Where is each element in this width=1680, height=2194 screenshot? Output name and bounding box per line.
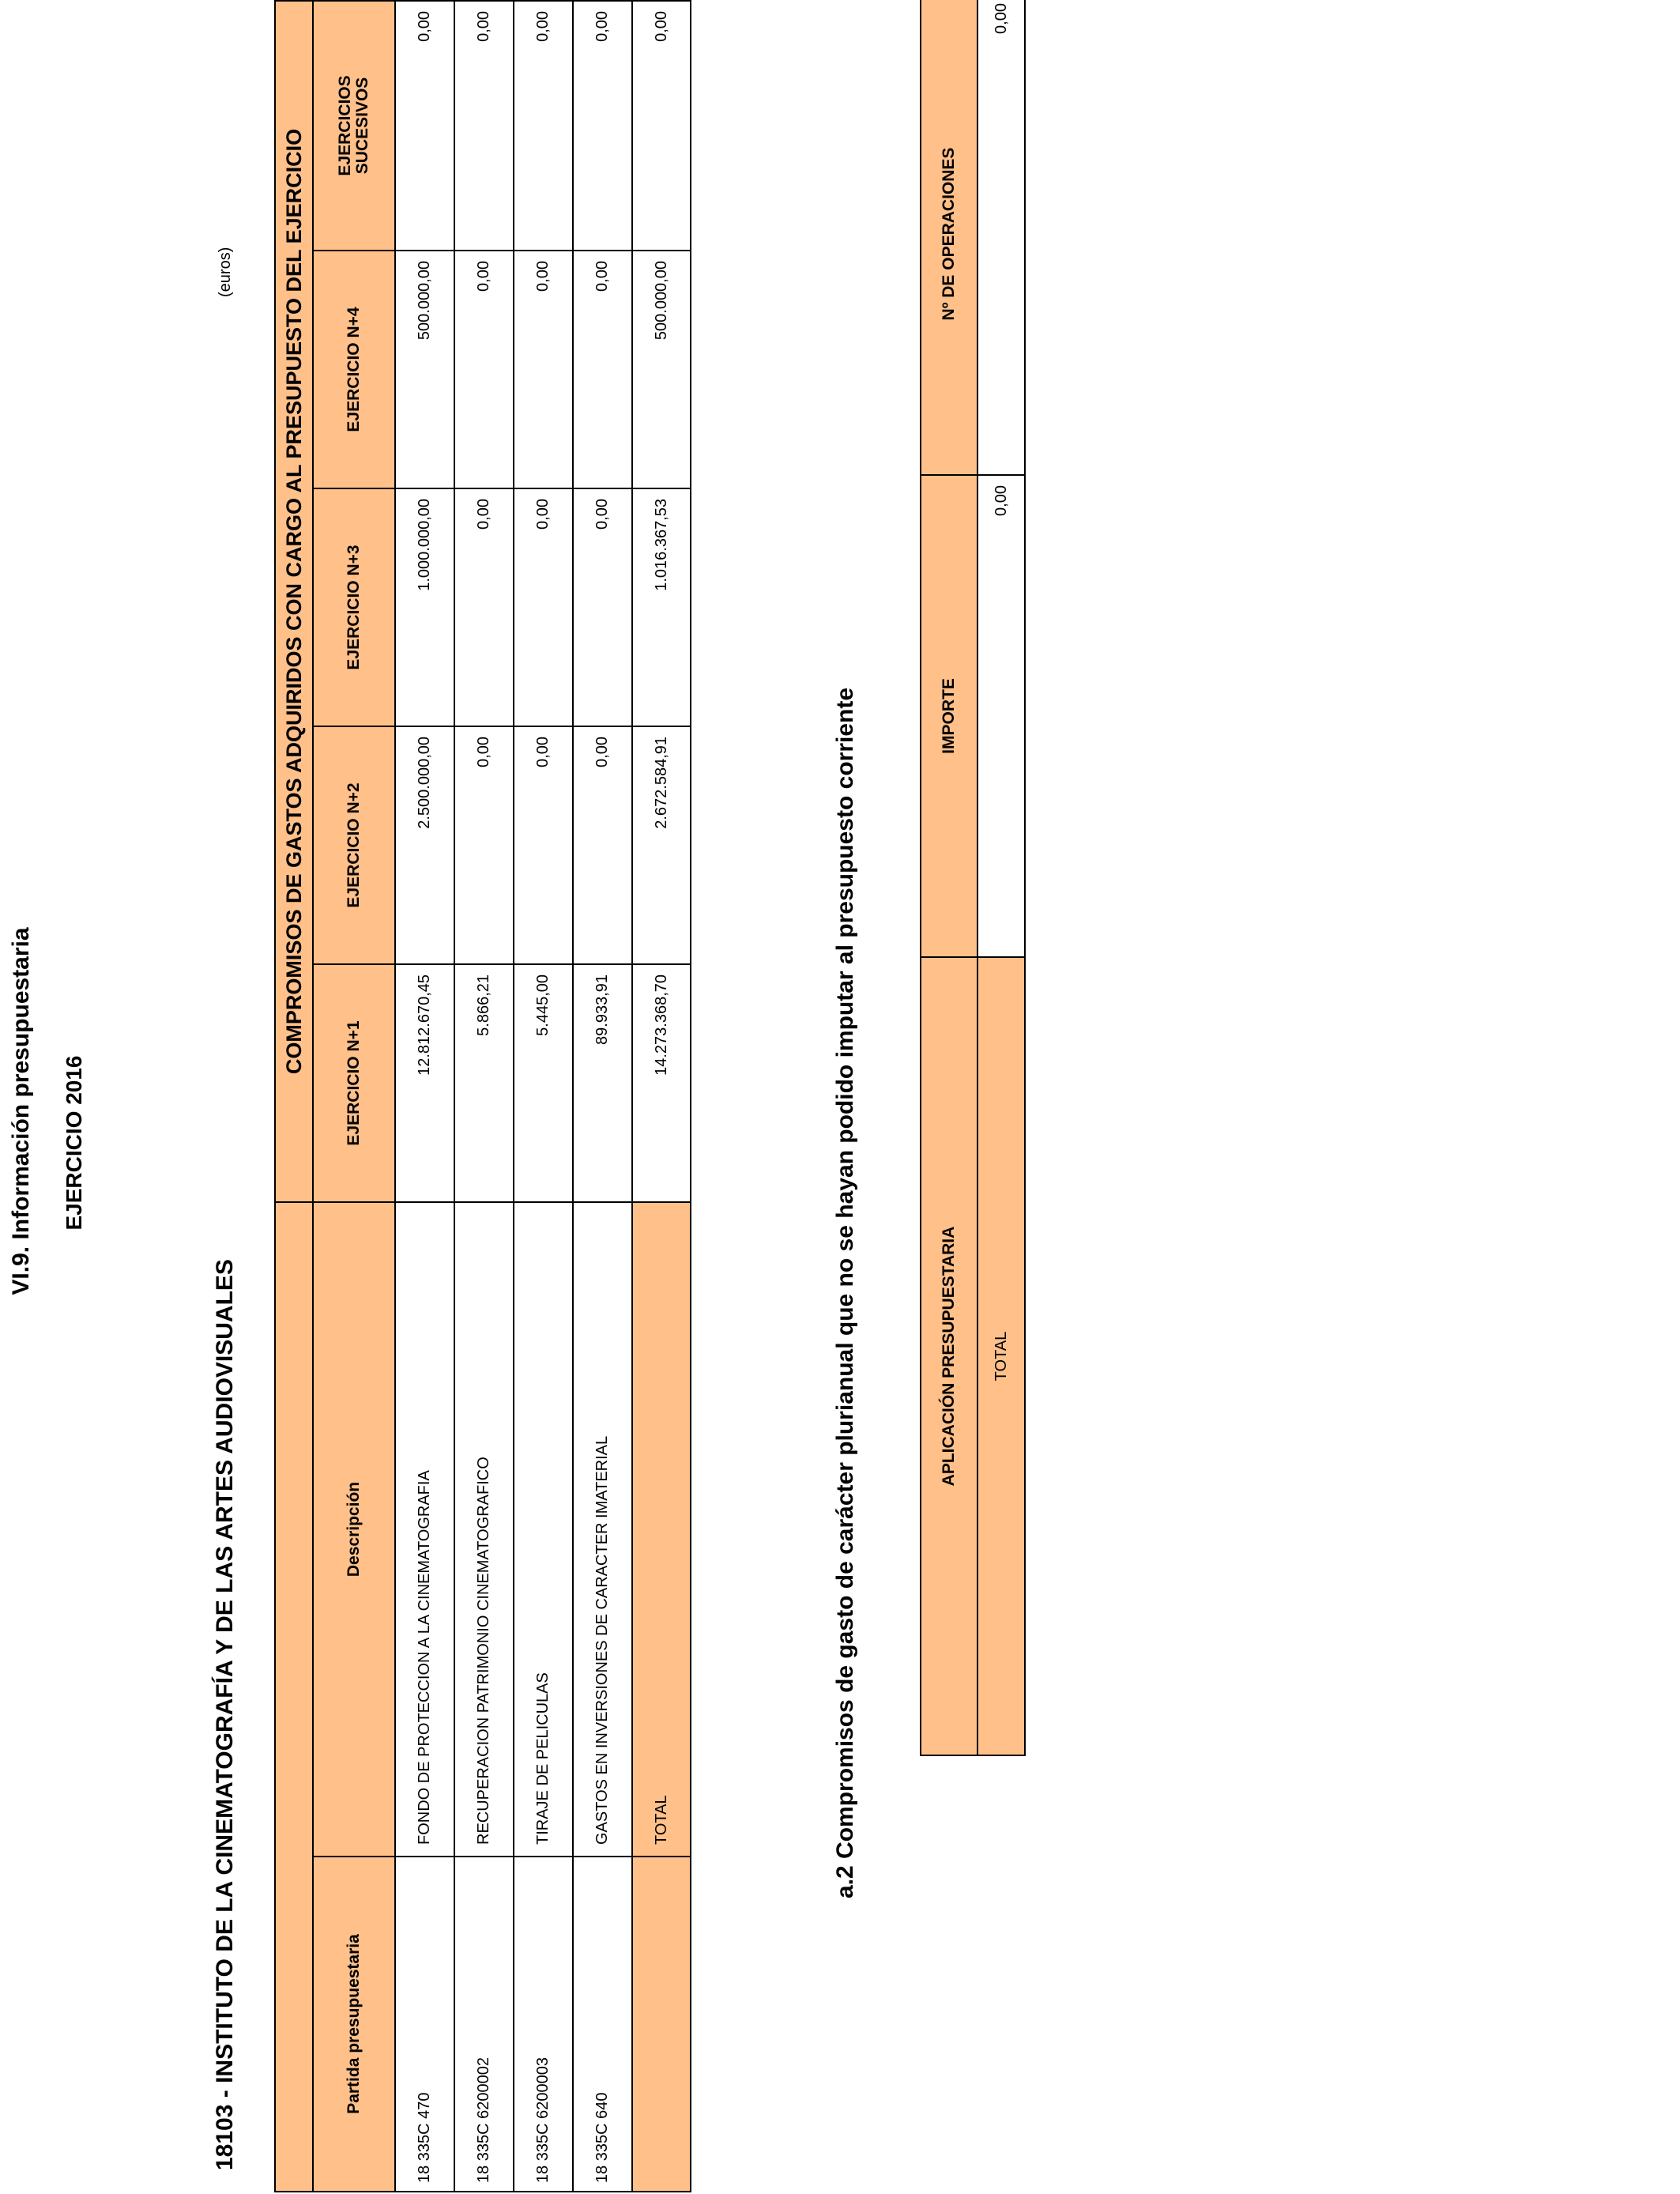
cell-n1: 89.933,91 [573, 964, 632, 1202]
cell-n2: 0,00 [514, 726, 573, 964]
col-header-n1: EJERCICIO N+1 [313, 964, 395, 1202]
cell-n4: 0,00 [573, 251, 632, 488]
total-blank-cell [632, 1857, 691, 2192]
commitments-table [274, 0, 691, 2192]
section-a2-title: a.2 Compromisos de gasto de carácter plurianual que no se hayan podido imputar al presupuesto corriente [832, 687, 858, 1898]
col-header-n4: EJERCICIO N+4 [313, 251, 395, 488]
total-row [632, 1, 691, 2192]
cell-n1: 5.866,21 [454, 964, 514, 1202]
ops-total-importe: 0,00 [977, 475, 1025, 957]
group-header-row [275, 1, 313, 2192]
pending-commitments-table [920, 0, 1026, 1756]
cell-partida: 18 335C 470 [395, 1857, 454, 2192]
cell-n2: 2.500.000,00 [395, 726, 454, 964]
cell-sucesivos: 0,00 [395, 1, 454, 251]
cell-sucesivos: 0,00 [573, 1, 632, 251]
col-header-importe: IMPORTE [921, 475, 977, 957]
cell-n2: 0,00 [573, 726, 632, 964]
column-header-row [313, 1, 395, 2192]
col-header-n2: EJERCICIO N+2 [313, 726, 395, 964]
cell-n3: 0,00 [454, 488, 514, 726]
cell-n3: 0,00 [573, 488, 632, 726]
col-header-sucesivos [313, 1, 395, 251]
cell-sucesivos: 0,00 [454, 1, 514, 251]
total-n2: 2.672.584,91 [632, 726, 691, 964]
entity-heading: 18103 - INSTITUTO DE LA CINEMATOGRAFÍA Y DE LAS ARTES AUDIOVISUALES [212, 1259, 238, 2170]
cell-partida: 18 335C 640 [573, 1857, 632, 2192]
col-header-operaciones: Nº DE OPERACIONES [921, 0, 977, 475]
col-header-descripcion: Descripción [313, 1202, 395, 1857]
cell-n2: 0,00 [454, 726, 514, 964]
col-header-partida: Partida presupuestaria [313, 1857, 395, 2192]
ops-total-label: TOTAL [977, 957, 1025, 1755]
total-n1: 14.273.368,70 [632, 964, 691, 1202]
table-row [514, 1, 573, 2192]
page-subtitle: EJERCICIO 2016 [62, 1055, 86, 1231]
cell-n4: 500.000,00 [395, 251, 454, 488]
col-header-sucesivos-line1: EJERCICIOS [336, 75, 354, 176]
currency-units: (euros) [217, 247, 234, 297]
cell-n4: 0,00 [454, 251, 514, 488]
cell-n3: 1.000.000,00 [395, 488, 454, 726]
total-sucesivos: 0,00 [632, 1, 691, 251]
total-label: TOTAL [632, 1202, 691, 1857]
cell-n1: 5.445,00 [514, 964, 573, 1202]
page-title: VI.9. Información presupuestaria [8, 927, 34, 1295]
cell-sucesivos: 0,00 [514, 1, 573, 251]
cell-n1: 12.812.670,45 [395, 964, 454, 1202]
table-row [395, 1, 454, 2192]
table-row [454, 1, 514, 2192]
cell-descripcion: RECUPERACION PATRIMONIO CINEMATOGRAFICO [454, 1202, 514, 1857]
ops-total-row [977, 0, 1025, 1755]
cell-descripcion: TIRAJE DE PELICULAS [514, 1202, 573, 1857]
group-header-blank [275, 1202, 313, 2192]
group-header: COMPROMISOS DE GASTOS ADQUIRIDOS CON CARGO AL PRESUPUESTO DEL EJERCICIO [275, 1, 313, 1202]
col-header-aplicacion: APLICACIÓN PRESUPUESTARIA [921, 957, 977, 1755]
ops-header-row [921, 0, 977, 1755]
total-n4: 500.000,00 [632, 251, 691, 488]
total-n3: 1.016.367,53 [632, 488, 691, 726]
cell-partida: 18 335C 6200002 [454, 1857, 514, 2192]
table-row [573, 1, 632, 2192]
cell-descripcion: GASTOS EN INVERSIONES DE CARACTER IMATERIAL [573, 1202, 632, 1857]
col-header-n3: EJERCICIO N+3 [313, 488, 395, 726]
cell-descripcion: FONDO DE PROTECCION A LA CINEMATOGRAFIA [395, 1202, 454, 1857]
cell-n4: 0,00 [514, 251, 573, 488]
cell-partida: 18 335C 6200003 [514, 1857, 573, 2192]
cell-n3: 0,00 [514, 488, 573, 726]
col-header-sucesivos-line2: SUCESIVOS [353, 77, 371, 175]
ops-total-operaciones: 0,00 [977, 0, 1025, 475]
